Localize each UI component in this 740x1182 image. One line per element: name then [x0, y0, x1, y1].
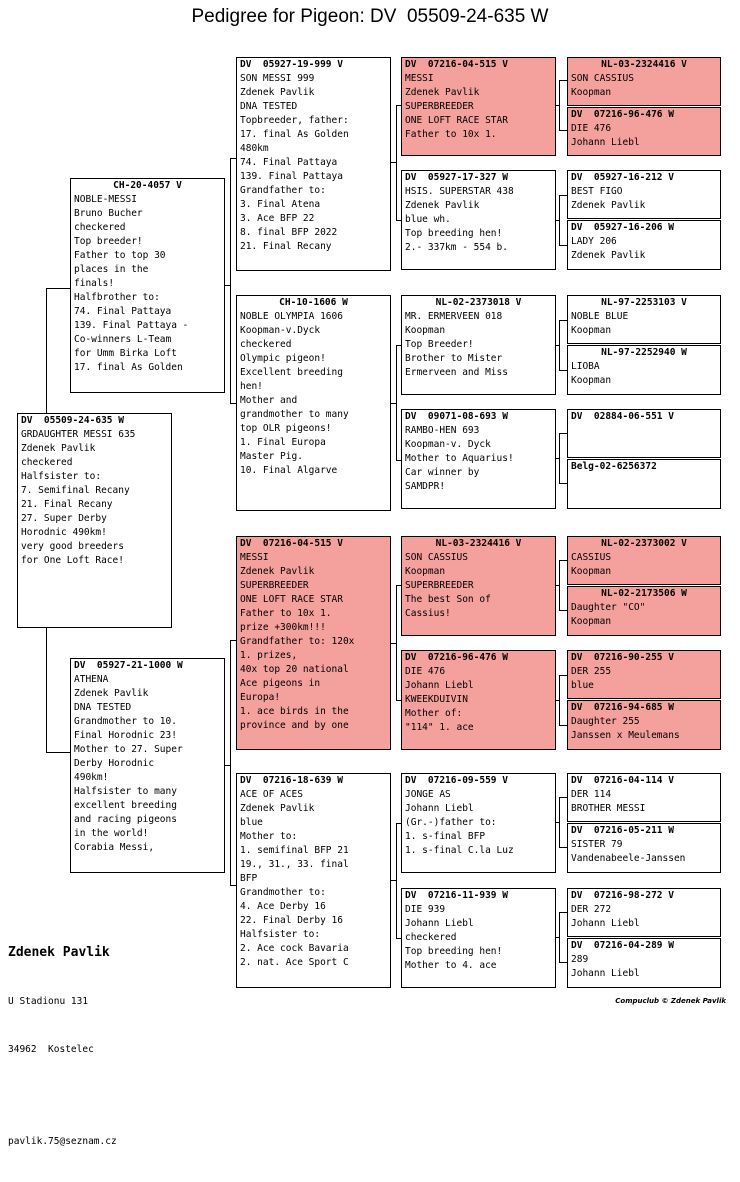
pigeon-info-line: Topbreeder, father:: [240, 115, 349, 126]
pigeon-box-fmf: [401, 295, 556, 395]
connector-line: [556, 822, 559, 823]
pigeon-info-line: ACE OF ACES: [240, 789, 303, 800]
pigeon-info-line: Mother to 27. Super: [74, 744, 183, 755]
pigeon-info-line: 1. semifinal BFP 21: [240, 845, 349, 856]
pigeon-box-fmm: [401, 409, 556, 509]
ring-number: DV 05927-21-1000 W: [74, 660, 183, 671]
pigeon-info-line: MESSI: [405, 73, 434, 84]
pigeon-box-g7b: [567, 823, 721, 873]
pigeon-info-line: Daughter 255: [571, 716, 640, 727]
pigeon-info-line: places in the: [74, 264, 149, 275]
connector-line: [556, 105, 559, 106]
ring-number: DV 05927-19-999 V: [240, 59, 343, 70]
ring-number: DV 05927-16-212 V: [571, 172, 674, 183]
pigeon-info-line: 10. Final Algarve: [240, 465, 338, 476]
pigeon-info-line: Top breeding hen!: [405, 946, 503, 957]
connector-line: [556, 585, 559, 586]
connector-line: [559, 80, 567, 81]
pigeon-info-line: Johann Liebl: [405, 680, 474, 691]
pigeon-info-line: DNA TESTED: [240, 101, 298, 112]
pigeon-info-line: Zdenek Pavlik: [405, 200, 480, 211]
pigeon-info-line: ATHENA: [74, 674, 109, 685]
connector-line: [559, 320, 567, 321]
pigeon-info-line: Johann Liebl: [571, 137, 640, 148]
pigeon-info-line: Koopman: [571, 616, 612, 627]
pigeon-info-line: Koopman: [571, 375, 612, 386]
page-title: Pedigree for Pigeon: DV 05509-24-635 W: [191, 6, 549, 27]
connector-line: [391, 162, 396, 163]
pigeon-info-line: 480km: [240, 143, 269, 154]
pigeon-info-line: 139. Final Pattaya: [240, 171, 343, 182]
pigeon-info-line: checkered: [240, 339, 292, 350]
pigeon-box-mfm: [401, 650, 556, 750]
ring-number: DV 07216-96-476 W: [571, 109, 674, 120]
connector-line: [556, 345, 559, 346]
connector-line: [225, 765, 230, 766]
pigeon-info-line: Zdenek Pavlik: [240, 803, 315, 814]
connector-line: [396, 823, 397, 938]
pigeon-info-line: NOBLE BLUE: [571, 311, 629, 322]
pigeon-info-line: hen!: [240, 381, 263, 392]
pigeon-info-line: 490km!: [74, 772, 109, 783]
pigeon-info-line: Top Breeder!: [405, 339, 474, 350]
pigeon-box-g1a: [567, 57, 721, 106]
pigeon-info-line: prize +300km!!!: [240, 622, 326, 633]
pigeon-box-g3a: [567, 295, 721, 344]
pigeon-info-line: finals!: [74, 278, 115, 289]
ring-number: NL-02-2173506 W: [601, 588, 687, 599]
pigeon-info-line: GRDAUGHTER MESSI 635: [21, 429, 136, 440]
connector-line: [559, 320, 560, 370]
pigeon-info-line: Europa!: [240, 692, 281, 703]
pigeon-info-line: 19., 31., 33. final: [240, 859, 349, 870]
pigeon-info-line: 3. Final Atena: [240, 199, 321, 210]
pigeon-box-g8a: [567, 888, 721, 937]
pigeon-info-line: Derby Horodnic: [74, 758, 155, 769]
pigeon-info-line: 2.- 337km - 554 b.: [405, 242, 508, 253]
pigeon-info-line: NOBLE-MESSI: [74, 194, 137, 205]
ring-number: NL-03-2324416 V: [435, 538, 522, 549]
connector-line: [230, 158, 231, 403]
pigeon-info-line: Top breeding hen!: [405, 228, 503, 239]
pigeon-info-line: Daughter "CO": [571, 602, 646, 613]
connector-line: [225, 285, 230, 286]
pigeon-info-line: blue: [571, 680, 594, 691]
pigeon-info-line: Koopman: [405, 566, 446, 577]
connector-line: [46, 288, 47, 413]
pigeon-box-mf: [236, 536, 391, 750]
pigeon-info-line: LADY 206: [571, 236, 617, 247]
pigeon-info-line: SUPERBREEDER: [240, 580, 309, 591]
pigeon-info-line: DER 114: [571, 789, 612, 800]
connector-line: [559, 912, 560, 962]
pigeon-info-line: 139. Final Pattaya -: [74, 320, 189, 331]
pigeon-info-line: DIE 476: [405, 666, 446, 677]
connector-line: [46, 288, 70, 289]
pigeon-box-g6b: [567, 700, 721, 750]
pigeon-info-line: Ermerveen and Miss: [405, 367, 508, 378]
pigeon-info-line: grandmother to many: [240, 409, 349, 420]
pigeon-info-line: 21. Final Recany: [21, 499, 113, 510]
connector-line: [559, 560, 560, 610]
ring-number: DV 05509-24-635 W: [21, 415, 124, 426]
pigeon-box-mmm: [401, 888, 556, 988]
pigeon-info-line: 4. Ace Derby 16: [240, 901, 326, 912]
connector-line: [559, 797, 567, 798]
ring-number: DV 07216-90-255 V: [571, 652, 674, 663]
connector-line: [391, 880, 396, 881]
connector-line: [559, 675, 567, 676]
connector-line: [559, 610, 567, 611]
connector-line: [559, 245, 567, 246]
breeder-address-line2: 34962 Kostelec: [8, 1044, 94, 1055]
connector-line: [559, 797, 560, 847]
pigeon-info-line: Mother to Aquarius!: [405, 453, 514, 464]
pigeon-info-line: Halfsister to:: [240, 929, 321, 940]
pigeon-info-line: Koopman: [571, 566, 612, 577]
pigeon-info-line: Janssen x Meulemans: [571, 730, 680, 741]
pigeon-info-line: Father to 10x 1.: [405, 129, 497, 140]
pigeon-info-line: Zdenek Pavlik: [240, 566, 315, 577]
pigeon-info-line: for One Loft Race!: [21, 555, 124, 566]
pigeon-info-line: SUPERBREEDER: [405, 580, 474, 591]
pigeon-info-line: 289: [571, 954, 589, 965]
pigeon-info-line: SISTER 79: [571, 839, 623, 850]
connector-line: [559, 195, 567, 196]
pigeon-info-line: KWEEKDUIVIN: [405, 694, 468, 705]
pigeon-info-line: 22. Final Derby 16: [240, 915, 343, 926]
pigeon-info-line: Koopman-v.Dyck: [240, 325, 321, 336]
connector-line: [396, 105, 397, 220]
pigeon-info-line: SON CASSIUS: [405, 552, 468, 563]
pigeon-info-line: Koopman: [571, 87, 612, 98]
ring-number: DV 05927-17-327 W: [405, 172, 508, 183]
pigeon-box-g2b: [567, 220, 721, 270]
connector-line: [559, 433, 567, 434]
pigeon-info-line: DER 255: [571, 666, 612, 677]
connector-line: [559, 675, 560, 725]
pigeon-info-line: and racing pigeons: [74, 814, 177, 825]
ring-number: DV 07216-09-559 V: [405, 775, 508, 786]
ring-number: DV 07216-05-211 W: [571, 825, 674, 836]
breeder-address-line1: U Stadionu 131: [8, 996, 89, 1007]
pigeon-info-line: Zdenek Pavlik: [240, 87, 315, 98]
connector-line: [556, 700, 559, 701]
pigeon-info-line: Mother of:: [405, 708, 463, 719]
connector-line: [396, 345, 397, 460]
pigeon-info-line: Corabia Messi,: [74, 842, 155, 853]
pigeon-box-g6a: [567, 650, 721, 699]
pigeon-info-line: The best Son of: [405, 594, 491, 605]
pigeon-info-line: checkered: [21, 457, 73, 468]
pigeon-info-line: checkered: [74, 222, 126, 233]
ring-number: DV 07216-94-685 W: [571, 702, 674, 713]
pigeon-info-line: 27. Super Derby: [21, 513, 107, 524]
pigeon-info-line: 2. Ace cock Bavaria: [240, 943, 349, 954]
ring-number: NL-97-2252940 W: [601, 347, 687, 358]
pigeon-info-line: excellent breeding: [74, 800, 177, 811]
pigeon-info-line: CASSIUS: [571, 552, 612, 563]
pigeon-info-line: DER 272: [571, 904, 612, 915]
pigeon-info-line: 21. Final Recany: [240, 241, 332, 252]
breeder-email[interactable]: pavlik.75@seznam.cz: [8, 1136, 117, 1147]
pigeon-info-line: 1. prizes,: [240, 650, 298, 661]
pigeon-info-line: RAMBO-HEN 693: [405, 425, 480, 436]
pigeon-info-line: "114" 1. ace: [405, 722, 474, 733]
breeder-name: Zdenek Pavlik: [8, 945, 110, 960]
pigeon-info-line: 74. Final Pattaya: [240, 157, 338, 168]
pigeon-info-line: Koopman-v. Dyck: [405, 439, 491, 450]
ring-number: DV 07216-11-939 W: [405, 890, 508, 901]
pigeon-box-g7a: [567, 773, 721, 822]
pigeon-info-line: Zdenek Pavlik: [571, 200, 646, 211]
pigeon-info-line: Halfsister to:: [21, 471, 102, 482]
pigeon-info-line: Mother to:: [240, 831, 298, 842]
pigeon-info-line: Final Horodnic 23!: [74, 730, 177, 741]
connector-line: [559, 847, 567, 848]
ring-number: NL-97-2253103 V: [601, 297, 687, 308]
pigeon-info-line: Horodnic 490km!: [21, 527, 107, 538]
ring-number: DV 07216-96-476 W: [405, 652, 508, 663]
ring-number: DV 07216-98-272 V: [571, 890, 674, 901]
pigeon-info-line: very good breeders: [21, 541, 124, 552]
pigeon-info-line: 74. Final Pattaya: [74, 306, 172, 317]
pigeon-info-line: DIE 939: [405, 904, 446, 915]
ring-number: DV 02884-06-551 V: [571, 411, 674, 422]
pigeon-box-mff: [401, 536, 556, 636]
pigeon-box-mmf: [401, 773, 556, 873]
ring-number: DV 07216-18-639 W: [240, 775, 343, 786]
pigeon-info-line: Grandfather to:: [240, 185, 326, 196]
connector-line: [391, 403, 396, 404]
pigeon-info-line: MR. ERMERVEEN 018: [405, 311, 503, 322]
connector-line: [46, 628, 47, 752]
pigeon-box-g5a: [567, 536, 721, 585]
pigeon-box-father: [70, 178, 225, 393]
ring-number: CH-20-4057 V: [113, 180, 182, 191]
pigeon-info-line: SON CASSIUS: [571, 73, 634, 84]
ring-number: NL-03-2324416 V: [601, 59, 687, 70]
pigeon-info-line: HSIS. SUPERSTAR 438: [405, 186, 514, 197]
pigeon-info-line: MESSI: [240, 552, 269, 563]
ring-number: DV 07216-04-515 V: [240, 538, 343, 549]
pigeon-info-line: Bruno Bucher: [74, 208, 143, 219]
pigeon-info-line: Father to 10x 1.: [240, 608, 332, 619]
pigeon-box-g2a: [567, 170, 721, 219]
pigeon-info-line: Johann Liebl: [571, 968, 640, 979]
pigeon-info-line: 1. ace birds in the: [240, 706, 349, 717]
connector-line: [559, 80, 560, 130]
ring-number: NL-02-2373002 V: [601, 538, 687, 549]
pigeon-info-line: BEST FIGO: [571, 186, 623, 197]
pigeon-info-line: 17. final As Golden: [74, 362, 183, 373]
connector-line: [559, 560, 567, 561]
pigeon-info-line: for Umm Birka Loft: [74, 348, 177, 359]
pigeon-info-line: 1. s-final BFP: [405, 831, 486, 842]
pigeon-info-line: SAMDPR!: [405, 481, 446, 492]
pigeon-info-line: 40x top 20 national: [240, 664, 349, 675]
pigeon-info-line: DNA TESTED: [74, 702, 132, 713]
pigeon-info-line: Grandfather to: 120x: [240, 636, 355, 647]
connector-line: [556, 220, 559, 221]
pigeon-info-line: Koopman: [571, 325, 612, 336]
connector-line: [559, 195, 560, 245]
pigeon-info-line: Johann Liebl: [405, 803, 474, 814]
pigeon-info-line: LIOBA: [571, 361, 600, 372]
pigeon-info-line: NOBLE OLYMPIA 1606: [240, 311, 343, 322]
ring-number: DV 05927-16-206 W: [571, 222, 674, 233]
pigeon-info-line: Mother to 4. ace: [405, 960, 497, 971]
connector-line: [46, 752, 70, 753]
connector-line: [559, 725, 567, 726]
pigeon-info-line: Top breeder!: [74, 236, 143, 247]
pigeon-box-main: [17, 413, 172, 628]
connector-line: [396, 585, 397, 700]
pigeon-info-line: 3. Ace BFP 22: [240, 213, 315, 224]
pigeon-info-line: province and by one: [240, 720, 349, 731]
pigeon-info-line: 1. Final Europa: [240, 437, 326, 448]
pigeon-info-line: Cassius!: [405, 608, 451, 619]
pigeon-box-fff: [401, 57, 556, 156]
pigeon-info-line: Johann Liebl: [571, 918, 640, 929]
ring-number: Belg-02-6256372: [571, 461, 657, 472]
pigeon-info-line: Zdenek Pavlik: [74, 688, 149, 699]
breeder-info: [8, 912, 117, 1182]
pigeon-info-line: Koopman: [405, 325, 446, 336]
connector-line: [559, 370, 567, 371]
connector-line: [230, 640, 231, 885]
pigeon-info-line: Halfbrother to:: [74, 292, 160, 303]
pigeon-box-g4b: [567, 459, 721, 509]
ring-number: DV 07216-04-289 W: [571, 940, 674, 951]
connector-line: [559, 130, 567, 131]
pigeon-box-g3b: [567, 345, 721, 395]
pigeon-info-line: Excellent breeding: [240, 367, 343, 378]
pigeon-info-line: JONGE AS: [405, 789, 451, 800]
pigeon-info-line: Zdenek Pavlik: [571, 250, 646, 261]
pigeon-info-line: Co-winners L-Team: [74, 334, 172, 345]
pigeon-info-line: 7. Semifinal Recany: [21, 485, 130, 496]
pigeon-info-line: Johann Liebl: [405, 918, 474, 929]
connector-line: [559, 483, 567, 484]
ring-number: CH-10-1606 W: [279, 297, 348, 308]
connector-line: [559, 433, 560, 483]
pigeon-info-line: Vandenabeele-Janssen: [571, 853, 686, 864]
pigeon-box-g1b: [567, 107, 721, 156]
connector-line: [556, 937, 559, 938]
pigeon-box-mm: [236, 773, 391, 988]
pigeon-info-line: Zdenek Pavlik: [405, 87, 480, 98]
pigeon-box-ffm: [401, 170, 556, 270]
pigeon-info-line: checkered: [405, 932, 457, 943]
pigeon-info-line: SON MESSI 999: [240, 73, 315, 84]
pigeon-info-line: Ace pigeons in: [240, 678, 321, 689]
pigeon-info-line: blue wh.: [405, 214, 451, 225]
pigeon-info-line: Mother and: [240, 395, 298, 406]
pigeon-info-line: ONE LOFT RACE STAR: [405, 115, 508, 126]
pigeon-info-line: in the world!: [74, 828, 149, 839]
pigeon-info-line: blue: [240, 817, 263, 828]
pigeon-info-line: Grandmother to:: [240, 887, 326, 898]
connector-line: [559, 962, 567, 963]
pigeon-info-line: top OLR pigeons!: [240, 423, 332, 434]
footer-credit: Compuclub © Zdenek Pavlik: [615, 997, 726, 1005]
ring-number: DV 07216-04-515 V: [405, 59, 508, 70]
pigeon-info-line: Zdenek Pavlik: [21, 443, 96, 454]
ring-number: NL-02-2373018 V: [435, 297, 522, 308]
pigeon-info-line: Halfsister to many: [74, 786, 177, 797]
pigeon-box-g8b: [567, 938, 721, 988]
pigeon-box-g5b: [567, 586, 721, 636]
pigeon-info-line: 1. s-final C.la Luz: [405, 845, 514, 856]
pigeon-info-line: SUPERBREEDER: [405, 101, 474, 112]
pigeon-box-g4a: [567, 409, 721, 458]
pigeon-info-line: ONE LOFT RACE STAR: [240, 594, 343, 605]
pigeon-info-line: Brother to Mister: [405, 353, 503, 364]
pigeon-info-line: Car winner by: [405, 467, 480, 478]
pigeon-info-line: 8. final BFP 2022: [240, 227, 338, 238]
pigeon-info-line: Master Pig.: [240, 451, 303, 462]
pigeon-info-line: DIE 476: [571, 123, 612, 134]
pigeon-box-mother: [70, 658, 225, 873]
pigeon-info-line: BFP: [240, 873, 258, 884]
pigeon-info-line: BROTHER MESSI: [571, 803, 646, 814]
pigeon-info-line: Olympic pigeon!: [240, 353, 326, 364]
connector-line: [559, 912, 567, 913]
connector-line: [556, 458, 559, 459]
ring-number: DV 07216-04-114 V: [571, 775, 674, 786]
connector-line: [391, 643, 396, 644]
pigeon-info-line: 2. nat. Ace Sport C: [240, 957, 349, 968]
pigeon-box-ff: [236, 57, 391, 271]
pigeon-info-line: Father to top 30: [74, 250, 166, 261]
pigeon-info-line: Grandmother to 10.: [74, 716, 177, 727]
ring-number: DV 09071-08-693 W: [405, 411, 508, 422]
pigeon-info-line: 17. final As Golden: [240, 129, 349, 140]
pigeon-box-fm: [236, 295, 391, 511]
pigeon-info-line: (Gr.-)father to:: [405, 817, 497, 828]
